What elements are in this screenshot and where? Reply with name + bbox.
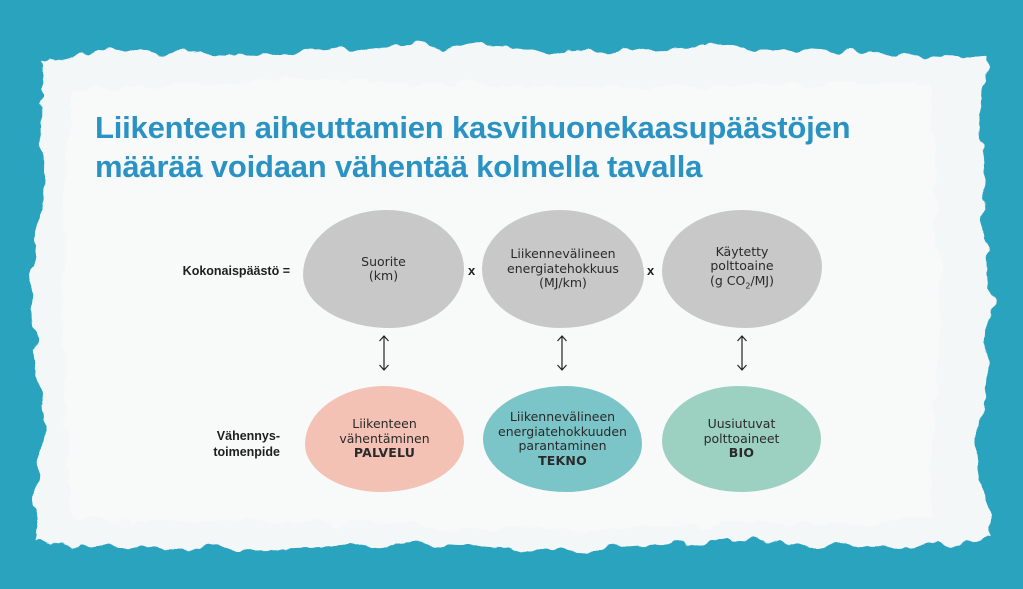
- diagram-title: [95, 108, 925, 186]
- title-line-2: määrää voidaan vähentää kolmella tavalla: [95, 149, 703, 184]
- reduction-measure-label: [150, 428, 280, 460]
- measure-blob-bio: [662, 386, 821, 492]
- factor-1-line-1: Suorite: [361, 253, 406, 269]
- reduction-label-line-2: toimenpide: [213, 445, 280, 459]
- reduction-label-line-1: Vähennys-: [216, 429, 280, 443]
- measure-2-line-2: energiatehokkuuden: [498, 423, 627, 439]
- measure-3-line-1: Uusiutuvat: [707, 416, 776, 432]
- factor-3-unit-pre: (g CO: [709, 272, 746, 288]
- factor-2-line-3: (MJ/km): [539, 275, 587, 291]
- double-arrow-icon: [556, 334, 568, 372]
- measure-1-line-2: vähentäminen: [339, 430, 430, 446]
- double-arrow-icon: [736, 334, 748, 372]
- measure-2-line-1: Liikennevälineen: [509, 409, 616, 424]
- factor-1-line-2: (km): [368, 268, 399, 283]
- measure-3-line-2: polttoaineet: [703, 430, 780, 446]
- measure-2-category: TEKNO: [538, 452, 587, 468]
- measure-blob-service: [305, 386, 464, 492]
- factor-3-line-1: Käytetty: [715, 243, 769, 259]
- multiply-operator-2: x: [647, 263, 655, 278]
- factor-3-unit-post: /MJ): [750, 272, 774, 288]
- measure-3-category: BIO: [728, 445, 755, 461]
- measure-1-line-1: Liikenteen: [352, 416, 417, 432]
- multiply-operator-1: x: [468, 263, 476, 278]
- factor-3-line-3: [710, 274, 774, 294]
- factor-3-unit-sub: 2: [745, 281, 751, 290]
- factor-blob-fuel: [662, 210, 822, 328]
- factor-2-line-2: energiatehokkuus: [507, 260, 619, 276]
- factor-2-line-1: Liikennevälineen: [510, 246, 616, 262]
- measure-blob-tech: [483, 386, 642, 492]
- factor-3-line-2: polttoaine: [710, 258, 774, 273]
- factor-blob-distance: [303, 210, 464, 328]
- measure-1-category: PALVELU: [353, 445, 416, 461]
- measure-2-line-3: parantaminen: [518, 438, 607, 453]
- total-emission-label: Kokonaispäästö =: [182, 264, 290, 278]
- double-arrow-icon: [378, 334, 390, 372]
- title-line-1: Liikenteen aiheuttamien kasvihuonekaasupäästöjen: [95, 110, 851, 145]
